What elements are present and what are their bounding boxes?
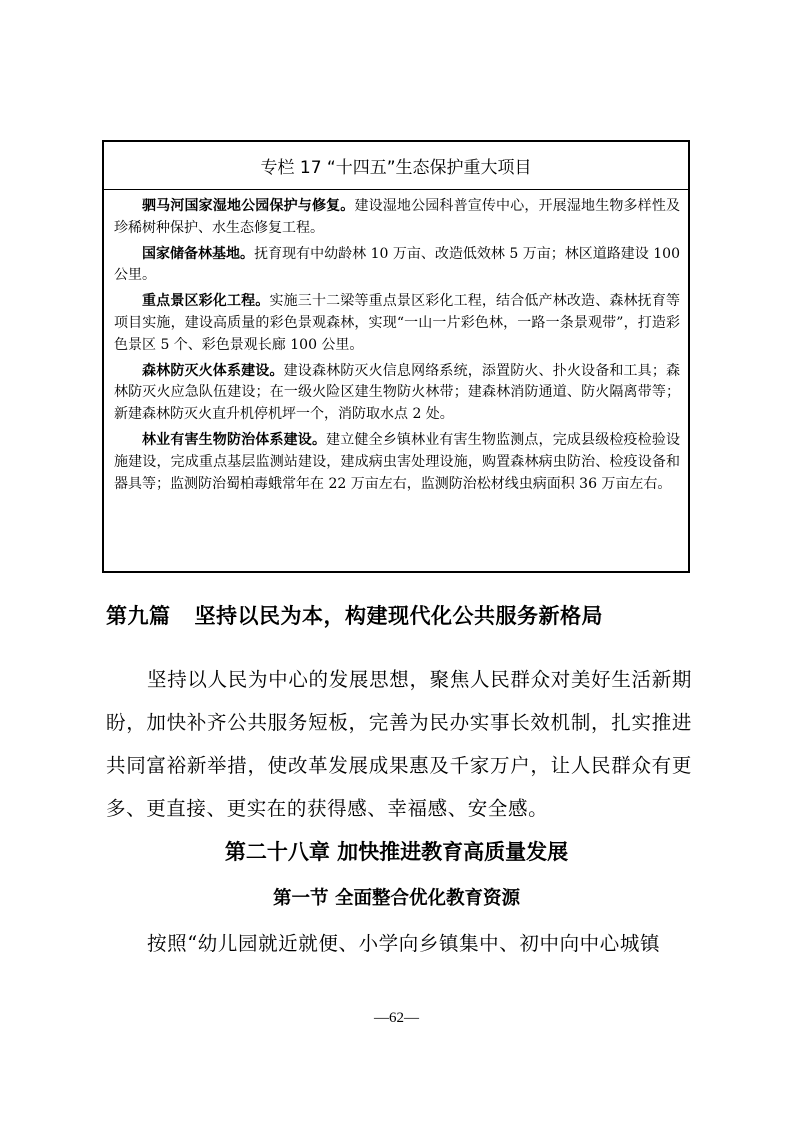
page-number: —62— — [374, 1010, 419, 1026]
project-item — [114, 430, 680, 495]
project-heading: 驷马河国家湿地公园保护与修复。 — [142, 198, 355, 214]
body-paragraph: 坚持以人民为中心的发展思想，聚焦人民群众对美好生活新期盼，加快补齐公共服务短板，完善为民办实事长效机制，扎实推进共同富裕新举措，使改革发展成果惠及千家万户，让人民群众有更多、更直接、更实在的获得感、幸福感、安全感。 — [106, 668, 692, 820]
column-body — [104, 190, 688, 495]
project-text: 建设森林防灭火信息网络系统，添置防火、扑火设备和工具；森林防灭火应急队伍建设；在一级火险区建生物防火林带；建森林消防通道、防火隔离带等；新建森林防灭火直升机停机坪一个，消防取水点 2 处。 — [114, 362, 681, 423]
project-heading: 重点景区彩化工程。 — [142, 293, 270, 310]
section-heading: 第一节 全面整合优化教育资源 — [273, 888, 520, 909]
project-item — [114, 361, 680, 426]
project-text: 抚育现有中幼龄林 10 万亩、改造低效林 5 万亩；林区道路建设 100 公里。 — [114, 245, 680, 284]
project-item — [114, 196, 680, 240]
part-heading — [106, 600, 696, 630]
project-text: 实施三十二梁等重点景区彩化工程，结合低产林改造、森林抚育等项目实施，建设高质量的彩色景观森林，实现“一山一片彩色林，一路一条景观带”，打造彩色景区 5 个、彩色景观长廊 100 公里。 — [114, 293, 681, 353]
body-paragraph-start: 按照“幼儿园就近就便、小学向乡镇集中、初中向中心城镇 — [147, 932, 661, 955]
project-text: 建立健全乡镇林业有害生物监测点，完成县级检疫检验设施建设，完成重点基层监测站建设，建成病虫害处理设施，购置森林病虫防治、检疫设备和器具等；监测防治蜀柏毒蛾常年在 22 万亩左右，监测防治松材线虫病面积 36 万亩左右。 — [114, 431, 680, 492]
part-title: 坚持以民为本，构建现代化公共服务新格局 — [194, 604, 603, 628]
project-heading: 林业有害生物防治体系建设。 — [142, 431, 327, 448]
column-box — [102, 140, 690, 573]
part-number: 第九篇 — [106, 604, 171, 628]
project-text: 建设湿地公园科普宣传中心，开展湿地生物多样性及珍稀树种保护、水生态修复工程。 — [114, 198, 681, 236]
project-heading: 国家储备林基地。 — [142, 245, 255, 262]
column-title: 专栏 17 “十四五”生态保护重大项目 — [104, 142, 688, 190]
chapter-heading: 第二十八章 加快推进教育高质量发展 — [224, 840, 569, 864]
project-item — [114, 291, 680, 356]
project-heading: 森林防灭火体系建设。 — [142, 362, 284, 379]
project-item — [114, 244, 680, 288]
